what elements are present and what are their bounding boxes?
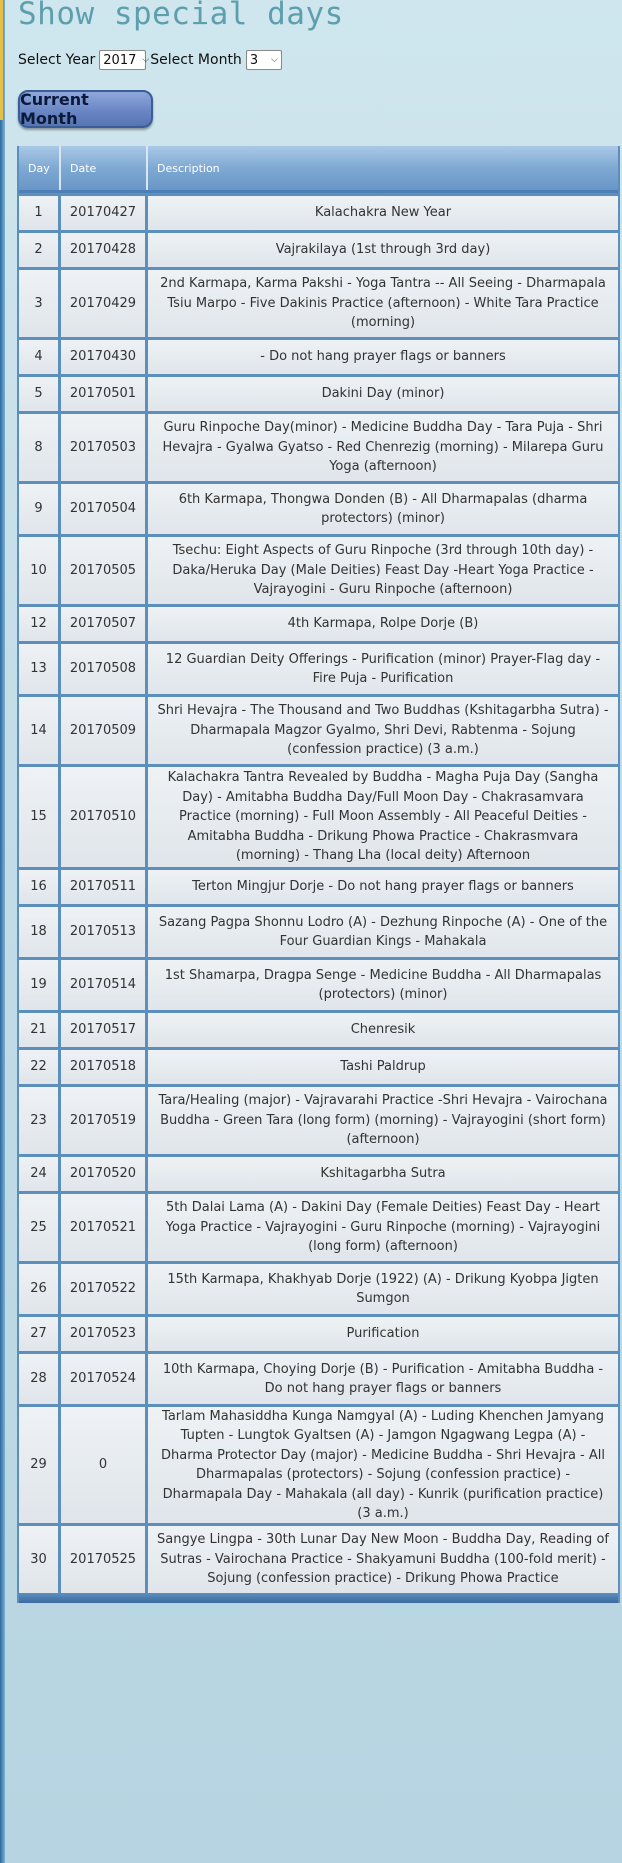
- table-row: [19, 481, 618, 534]
- day-cell: 12: [19, 607, 61, 641]
- table-row: [19, 193, 618, 230]
- month-select-value: 3: [249, 52, 259, 68]
- table-row: [19, 534, 618, 604]
- description-cell: Terton Mingjur Dorje - Do not hang prayer flags or banners: [148, 870, 618, 904]
- filter-bar: [18, 50, 286, 70]
- month-label: Select Month: [150, 52, 242, 68]
- table-row: [19, 604, 618, 641]
- description-cell: Purification: [148, 1317, 618, 1351]
- description-cell: Sazang Pagpa Shonnu Lodro (A) - Dezhung Rinpoche (A) - One of the Four Guardian Kings - Mahakala: [148, 907, 618, 957]
- table-row: [19, 957, 618, 1010]
- description-cell: 2nd Karmapa, Karma Pakshi - Yoga Tantra -- All Seeing - Dharmapala Tsiu Marpo - Five Dakinis Practice (afternoon) - White Tara Practice (morning): [148, 270, 618, 337]
- day-cell: 2: [19, 233, 61, 267]
- table-header: [19, 146, 618, 193]
- date-cell: 20170511: [61, 870, 148, 904]
- current-month-button[interactable]: Current Month: [18, 90, 153, 128]
- table-row: [19, 867, 618, 904]
- table-row: [19, 1261, 618, 1314]
- header-date[interactable]: Date: [61, 146, 148, 190]
- day-cell: 4: [19, 340, 61, 374]
- date-cell: 20170522: [61, 1264, 148, 1314]
- description-cell: 10th Karmapa, Choying Dorje (B) - Purification - Amitabha Buddha - Do not hang prayer flags or banners: [148, 1354, 618, 1404]
- description-cell: Kshitagarbha Sutra: [148, 1157, 618, 1191]
- description-cell: 15th Karmapa, Khakhyab Dorje (1922) (A) - Drikung Kyobpa Jigten Sumgon: [148, 1264, 618, 1314]
- description-cell: 1st Shamarpa, Dragpa Senge - Medicine Buddha - All Dharmapalas (protectors) (minor): [148, 960, 618, 1010]
- table-row: [19, 411, 618, 481]
- date-cell: 20170504: [61, 484, 148, 534]
- day-cell: 8: [19, 414, 61, 481]
- year-select-value: 2017: [103, 52, 137, 68]
- day-cell: 28: [19, 1354, 61, 1404]
- table-row: [19, 1154, 618, 1191]
- description-cell: Kalachakra New Year: [148, 196, 618, 230]
- day-cell: 29: [19, 1407, 61, 1523]
- table-row: [19, 1404, 618, 1523]
- year-select[interactable]: [99, 50, 150, 70]
- month-select[interactable]: [246, 50, 282, 70]
- day-cell: 9: [19, 484, 61, 534]
- date-cell: 0: [61, 1407, 148, 1523]
- date-cell: 20170429: [61, 270, 148, 337]
- table-row: [19, 764, 618, 867]
- table-row: [19, 1084, 618, 1154]
- table-row: [19, 374, 618, 411]
- description-cell: 4th Karmapa, Rolpe Dorje (B): [148, 607, 618, 641]
- description-cell: Dakini Day (minor): [148, 377, 618, 411]
- date-cell: 20170520: [61, 1157, 148, 1191]
- date-cell: 20170507: [61, 607, 148, 641]
- special-days-table: [17, 146, 620, 1603]
- date-cell: 20170430: [61, 340, 148, 374]
- description-cell: Sangye Lingpa - 30th Lunar Day New Moon - Buddha Day, Reading of Sutras - Vairochana Practice - Shakyamuni Buddha (100-fold merit) - Sojung (confession practice) - Drikung Phowa Practice: [148, 1526, 618, 1593]
- day-cell: 16: [19, 870, 61, 904]
- date-cell: 20170505: [61, 537, 148, 604]
- table-row: [19, 1523, 618, 1593]
- day-cell: 30: [19, 1526, 61, 1593]
- date-cell: 20170501: [61, 377, 148, 411]
- chevron-down-icon: ⌵: [142, 55, 150, 65]
- description-cell: Guru Rinpoche Day(minor) - Medicine Buddha Day - Tara Puja - Shri Hevajra - Gyalwa Gyatso - Red Chenrezig (morning) - Milarepa Guru Yoga (afternoon): [148, 414, 618, 481]
- description-cell: Vajrakilaya (1st through 3rd day): [148, 233, 618, 267]
- day-cell: 25: [19, 1194, 61, 1261]
- description-cell: Kalachakra Tantra Revealed by Buddha - Magha Puja Day (Sangha Day) - Amitabha Buddha Day/Full Moon Day - Chakrasamvara Practice (morning) - Full Moon Assembly - All Peaceful Deities - Amitabha Buddha - Drikung Phowa Practice - Chakrasmvara (morning) - Thang Lha (local deity) Afternoon: [148, 767, 618, 867]
- description-cell: Tsechu: Eight Aspects of Guru Rinpoche (3rd through 10th day) - Daka/Heruka Day (Male Deities) Feast Day -Heart Yoga Practice - Vajrayogini - Guru Rinpoche (afternoon): [148, 537, 618, 604]
- date-cell: 20170519: [61, 1087, 148, 1154]
- description-cell: Shri Hevajra - The Thousand and Two Buddhas (Kshitagarbha Sutra) - Dharmapala Magzor Gyalmo, Shri Devi, Rabtenma - Sojung (confession practice) (3 a.m.): [148, 697, 618, 764]
- date-cell: 20170513: [61, 907, 148, 957]
- header-day[interactable]: Day: [19, 146, 61, 190]
- date-cell: 20170508: [61, 644, 148, 694]
- table-row: [19, 267, 618, 337]
- date-cell: 20170517: [61, 1013, 148, 1047]
- table-row: [19, 641, 618, 694]
- description-cell: Tashi Paldrup: [148, 1050, 618, 1084]
- table-body: [19, 193, 618, 1593]
- description-cell: Tarlam Mahasiddha Kunga Namgyal (A) - Luding Khenchen Jamyang Tupten - Lungtok Gyaltsen (A) - Jamgon Ngagwang Legpa (A) - Dharma Protector Day (major) - Medicine Buddha - Shri Hevajra - All Dharmapalas (protectors) - Sojung (confession practice) - Dharmapala Day - Mahakala (all day) - Kunrik (purification practice) (3 a.m.): [148, 1407, 618, 1523]
- day-cell: 5: [19, 377, 61, 411]
- date-cell: 20170521: [61, 1194, 148, 1261]
- table-row: [19, 1314, 618, 1351]
- day-cell: 27: [19, 1317, 61, 1351]
- description-cell: 6th Karmapa, Thongwa Donden (B) - All Dharmapalas (dharma protectors) (minor): [148, 484, 618, 534]
- year-label: Select Year: [18, 52, 96, 68]
- page-title: Show special days: [18, 0, 344, 32]
- description-cell: Chenresik: [148, 1013, 618, 1047]
- day-cell: 26: [19, 1264, 61, 1314]
- date-cell: 20170524: [61, 1354, 148, 1404]
- day-cell: 10: [19, 537, 61, 604]
- day-cell: 1: [19, 196, 61, 230]
- description-cell: Tara/Healing (major) - Vajravarahi Practice -Shri Hevajra - Vairochana Buddha - Green Tara (long form) (morning) - Vajrayogini (short form) (afternoon): [148, 1087, 618, 1154]
- left-edge-stripe: [0, 0, 5, 1863]
- date-cell: 20170525: [61, 1526, 148, 1593]
- day-cell: 3: [19, 270, 61, 337]
- header-description[interactable]: Description: [157, 161, 220, 175]
- description-cell: 12 Guardian Deity Offerings - Purification (minor) Prayer-Flag day - Fire Puja - Purification: [148, 644, 618, 694]
- table-row: [19, 904, 618, 957]
- table-row: [19, 230, 618, 267]
- date-cell: 20170510: [61, 767, 148, 867]
- table-row: [19, 694, 618, 764]
- table-footer: [19, 1593, 618, 1603]
- day-cell: 22: [19, 1050, 61, 1084]
- day-cell: 19: [19, 960, 61, 1010]
- table-row: [19, 337, 618, 374]
- day-cell: 13: [19, 644, 61, 694]
- day-cell: 24: [19, 1157, 61, 1191]
- table-row: [19, 1010, 618, 1047]
- chevron-down-icon: ⌵: [270, 55, 278, 65]
- date-cell: 20170428: [61, 233, 148, 267]
- day-cell: 14: [19, 697, 61, 764]
- description-cell: - Do not hang prayer flags or banners: [148, 340, 618, 374]
- day-cell: 23: [19, 1087, 61, 1154]
- date-cell: 20170427: [61, 196, 148, 230]
- day-cell: 18: [19, 907, 61, 957]
- date-cell: 20170503: [61, 414, 148, 481]
- day-cell: 21: [19, 1013, 61, 1047]
- left-edge-accent: [0, 0, 3, 120]
- table-row: [19, 1047, 618, 1084]
- table-row: [19, 1191, 618, 1261]
- date-cell: 20170509: [61, 697, 148, 764]
- date-cell: 20170518: [61, 1050, 148, 1084]
- date-cell: 20170523: [61, 1317, 148, 1351]
- description-cell: 5th Dalai Lama (A) - Dakini Day (Female Deities) Feast Day - Heart Yoga Practice - Vajrayogini - Guru Rinpoche (morning) - Vajrayogini (long form) (afternoon): [148, 1194, 618, 1261]
- table-row: [19, 1351, 618, 1404]
- day-cell: 15: [19, 767, 61, 867]
- date-cell: 20170514: [61, 960, 148, 1010]
